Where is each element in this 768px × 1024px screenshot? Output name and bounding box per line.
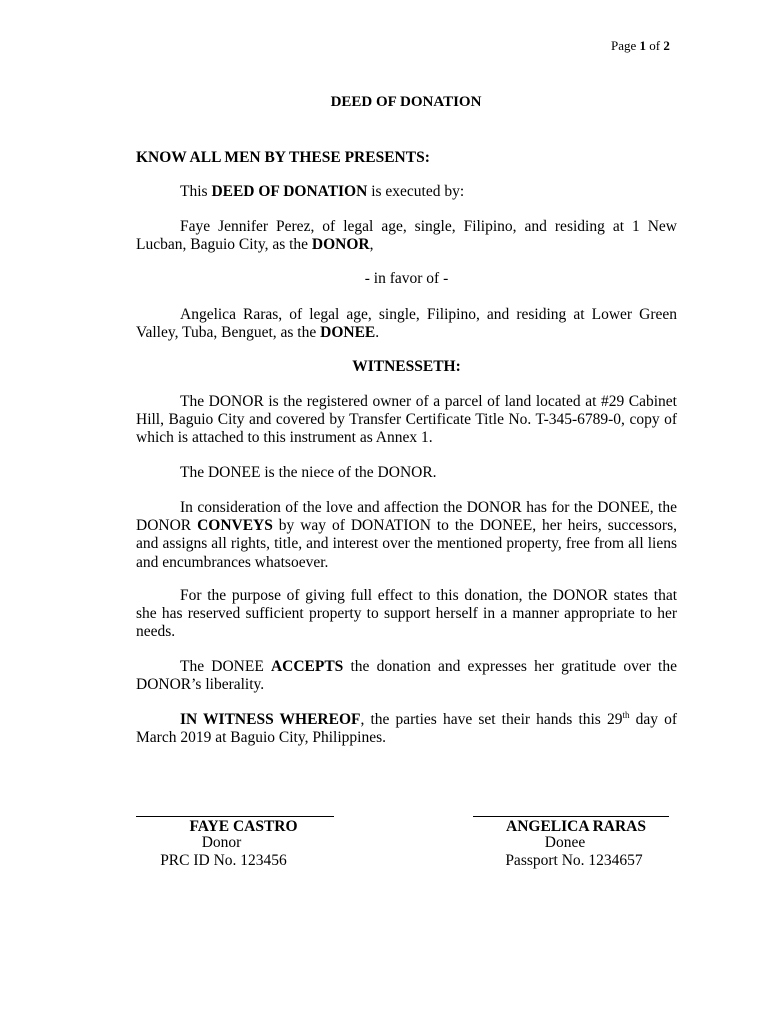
know-all-heading: KNOW ALL MEN BY THESE PRESENTS:: [136, 149, 430, 166]
donor-name: FAYE CASTRO: [189, 818, 298, 835]
donor-text: Faye Jennifer Perez, of legal age, single, Filipino, and residing at 1 New Lucban, Baguio City, as the: [136, 218, 677, 254]
convey-pre: In consideration of the love and affection the DONOR has for the DONEE, the DONOR: [136, 499, 677, 535]
accept-paragraph: [136, 658, 677, 694]
witness-bold: IN WITNESS WHEREOF: [180, 711, 361, 728]
page-total: 2: [663, 38, 670, 53]
accept-pre: The DONEE: [180, 658, 271, 675]
donor-post: ,: [369, 236, 374, 254]
donee-paragraph: [136, 306, 677, 342]
donee-post: .: [375, 324, 380, 342]
witness-paragraph: [136, 711, 677, 747]
donee-signature-line: [473, 816, 669, 817]
accept-bold: ACCEPTS: [270, 658, 344, 675]
witness-sup: th: [622, 709, 630, 720]
page-current: 1: [639, 38, 647, 53]
donor-bold: DONOR: [311, 236, 370, 254]
donee-text: Angelica Raras, of legal age, single, Filipino, and residing at Lower Green Valley, Tuba, Benguet, as the: [136, 306, 677, 342]
intro-pre: This: [180, 183, 212, 200]
in-favor-line: - in favor of -: [364, 270, 449, 287]
intro-post: is executed by:: [367, 183, 465, 200]
donee-name: ANGELICA RARAS: [506, 818, 646, 835]
page-number: [611, 38, 670, 54]
witness-pre: , the parties have set their hands this 29: [360, 711, 623, 728]
convey-post: by way of DONATION to the DONEE, her heirs, successors, and assigns all rights, title, and interest over the mentioned property, free from all liens and encumbrances whatsoever.: [136, 517, 677, 571]
purpose-paragraph: For the purpose of giving full effect to this donation, the DONOR states that she has reserved sufficient property to support herself in a manner appropriate to her needs.: [136, 587, 677, 641]
donor-paragraph: [136, 218, 677, 254]
witness-post: day of March 2019 at Baguio City, Philippines.: [136, 711, 677, 747]
intro-paragraph: [136, 183, 677, 201]
donee-bold: DONEE: [320, 324, 376, 342]
donee-role: Donee: [544, 834, 586, 851]
page-of: of: [649, 38, 661, 53]
intro-bold: DEED OF DONATION: [211, 183, 368, 200]
document-title: DEED OF DONATION: [330, 94, 482, 110]
donee-id: Passport No. 1234657: [505, 852, 643, 869]
owner-paragraph: The DONOR is the registered owner of a parcel of land located at #29 Cabinet Hill, Baguio City and covered by Transfer Certificate Title No. T-345-6789-0, copy of which is attached to this instrument as Annex 1.: [136, 393, 677, 447]
accept-post: the donation and expresses her gratitude over the DONOR’s liberality.: [136, 658, 677, 694]
convey-bold: CONVEYS: [197, 517, 273, 535]
donor-role: Donor: [201, 834, 242, 851]
page-label: Page: [611, 38, 637, 53]
niece-paragraph: The DONEE is the niece of the DONOR.: [180, 464, 437, 481]
convey-paragraph: [136, 499, 677, 572]
witnesseth-heading: WITNESSETH:: [352, 358, 461, 375]
donor-signature-line: [136, 816, 334, 817]
donor-id: PRC ID No. 123456: [160, 852, 287, 869]
